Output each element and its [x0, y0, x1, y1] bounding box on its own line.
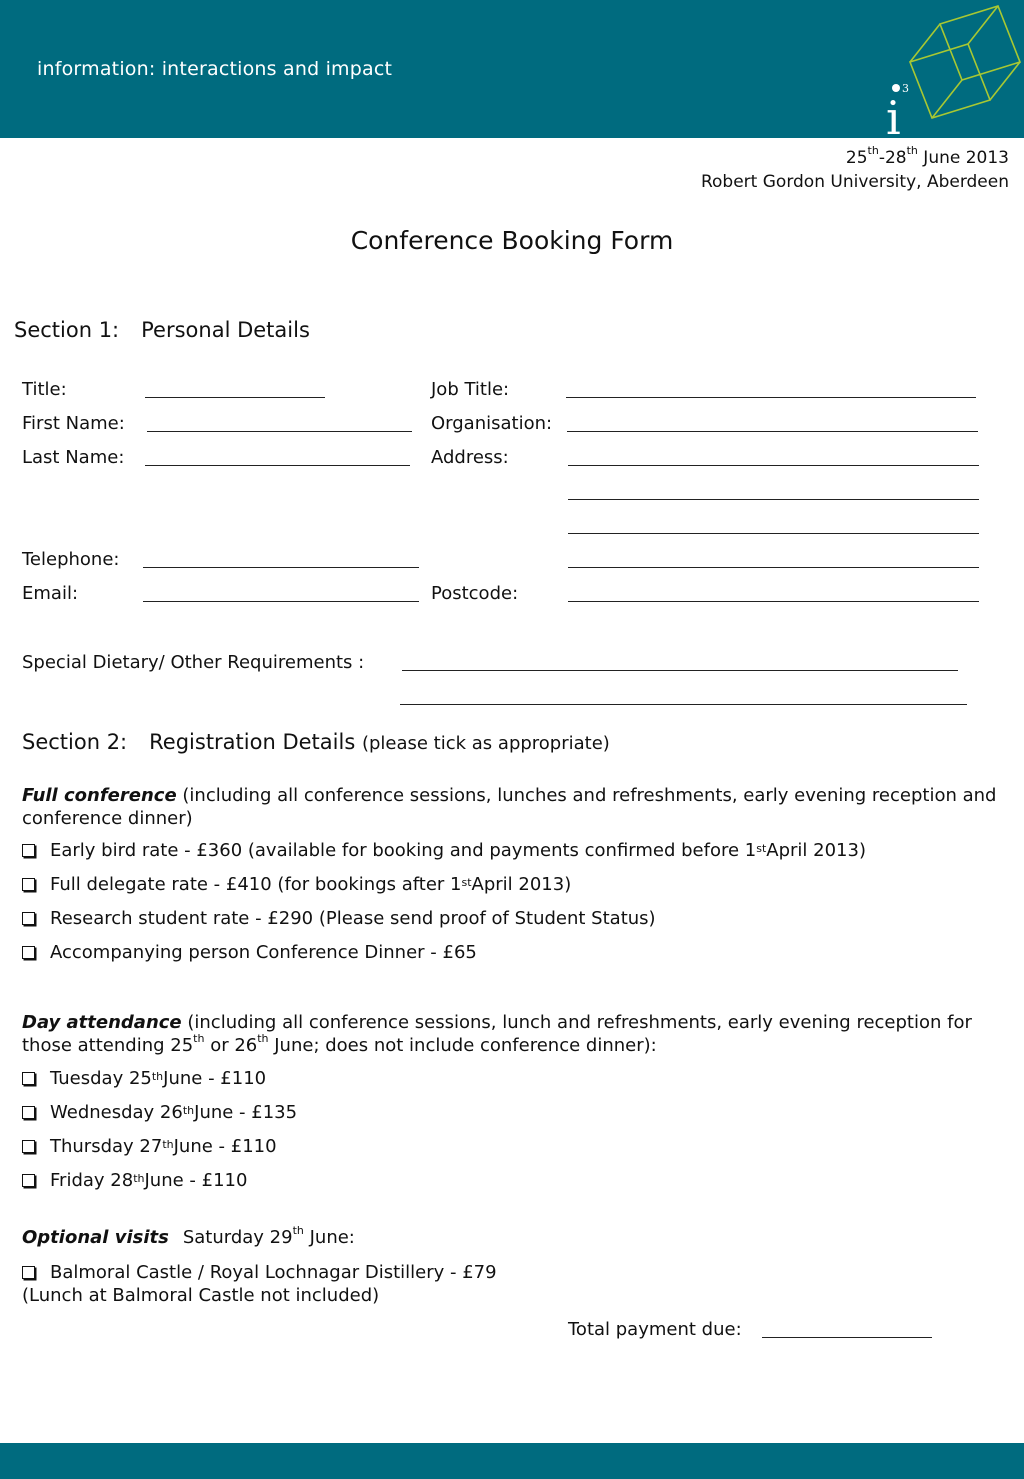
option-friday[interactable]: Friday 28 $^{th}$ June - £110 [22, 1170, 247, 1191]
footer-banner [0, 1443, 1024, 1479]
event-dates: 25th-28th June 2013 [845, 144, 1009, 168]
telephone-field[interactable] [143, 567, 419, 568]
option-research-student[interactable]: Research student rate - £290 (Please send proof of Student Status) [22, 908, 656, 929]
address-field-line1[interactable] [568, 465, 979, 466]
checkbox-accompanying-person[interactable] [22, 946, 35, 959]
job-title-label: Job Title: [431, 379, 510, 400]
option-tuesday[interactable]: Tuesday 25 $^{th}$ June - £110 [22, 1068, 266, 1089]
title-label: Title: [22, 379, 67, 400]
organisation-field[interactable] [567, 431, 978, 432]
first-name-label: First Name: [22, 413, 125, 434]
optional-visits-intro: Optional visits Saturday 29th June: [22, 1224, 355, 1248]
section2-heading: Section 2: Registration Details (please tick as appropriate) [22, 730, 610, 754]
section1-heading: Section 1: Personal Details [14, 318, 310, 342]
checkbox-tuesday[interactable] [22, 1072, 35, 1085]
optional-visits-heading: Optional visits [22, 1227, 169, 1248]
option-accompanying-person[interactable]: Accompanying person Conference Dinner - £65 [22, 942, 477, 963]
option-balmoral[interactable]: Balmoral Castle / Royal Lochnagar Distillery - £79 [22, 1262, 497, 1283]
checkbox-friday[interactable] [22, 1174, 35, 1187]
checkbox-thursday[interactable] [22, 1140, 35, 1153]
job-title-field[interactable] [566, 397, 976, 398]
checkbox-research-student[interactable] [22, 912, 35, 925]
first-name-field[interactable] [147, 431, 412, 432]
postcode-field[interactable] [568, 601, 979, 602]
organisation-label: Organisation: [431, 413, 553, 434]
option-wednesday[interactable]: Wednesday 26 $^{th}$ June - £135 [22, 1102, 297, 1123]
last-name-field[interactable] [145, 465, 410, 466]
address-field-line4[interactable] [568, 567, 979, 568]
email-label: Email: [22, 583, 79, 604]
dietary-field-line1[interactable] [402, 670, 958, 671]
option-thursday[interactable]: Thursday 27 $^{th}$ June - £110 [22, 1136, 277, 1157]
logo-superscript: 3 [902, 82, 909, 95]
balmoral-note: (Lunch at Balmoral Castle not included) [22, 1285, 380, 1306]
checkbox-early-bird[interactable] [22, 844, 35, 857]
full-conference-heading: Full conference [22, 785, 177, 806]
event-venue: Robert Gordon University, Aberdeen [700, 172, 1009, 192]
dietary-field-line2[interactable] [400, 704, 967, 705]
title-field[interactable] [145, 397, 325, 398]
header-title: information: interactions and impact [37, 58, 393, 80]
day-attendance-intro: Day attendance (including all conference sessions, lunch and refreshments, early evening reception for those attending 25th or 26th June; does not include conference dinner): [22, 1012, 972, 1056]
header-banner [0, 0, 1024, 138]
checkbox-full-delegate[interactable] [22, 878, 35, 891]
telephone-label: Telephone: [22, 549, 120, 570]
section2-note: (please tick as appropriate) [361, 733, 610, 754]
email-field[interactable] [143, 601, 419, 602]
total-payment-label: Total payment due: [568, 1319, 742, 1340]
last-name-label: Last Name: [22, 447, 125, 468]
page-title: Conference Booking Form [350, 226, 674, 255]
checkbox-balmoral[interactable] [22, 1266, 35, 1279]
address-label: Address: [431, 447, 509, 468]
full-conference-intro: Full conference (including all conference sessions, lunches and refreshments, early evening reception and conference dinner) [22, 785, 997, 829]
i3-logo [870, 0, 1024, 138]
address-field-line3[interactable] [568, 533, 979, 534]
dietary-label: Special Dietary/ Other Requirements : [22, 652, 365, 673]
option-full-delegate[interactable]: Full delegate rate - £410 (for bookings after 1 $^{st}$ April 2013) [22, 874, 571, 895]
address-field-line2[interactable] [568, 499, 979, 500]
checkbox-wednesday[interactable] [22, 1106, 35, 1119]
event-info [701, 146, 1009, 194]
total-payment-field[interactable] [762, 1337, 932, 1338]
day-attendance-heading: Day attendance [22, 1012, 182, 1033]
option-early-bird[interactable]: Early bird rate - £360 (available for booking and payments confirmed before 1 $^{st}$ April 2013) [22, 840, 866, 861]
logo-letter: i [886, 91, 901, 138]
postcode-label: Postcode: [431, 583, 519, 604]
